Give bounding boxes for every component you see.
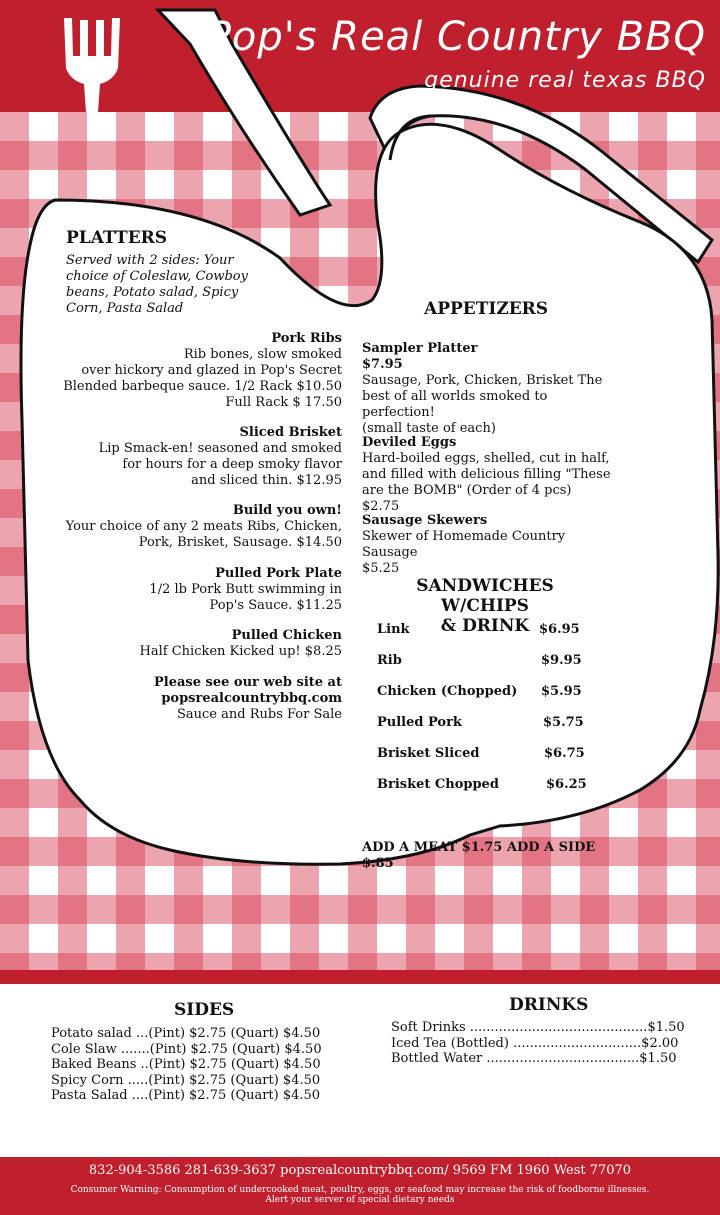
drinks-list: [391, 1020, 685, 1067]
sandwich-addons: [362, 840, 622, 872]
sides-heading: SIDES: [174, 1000, 235, 1020]
item-name: Pork Ribs: [271, 331, 342, 346]
item-line: Pop's Sauce. $11.25: [209, 598, 342, 613]
contact-line: 832-904-3586 281-639-3637 popsrealcountrybbq.com/ 9569 FM 1960 West 77070: [88, 1163, 632, 1178]
item-line: Hard-boiled eggs, shelled, cut in half,: [362, 451, 610, 466]
appetizer-sampler: [362, 341, 612, 437]
sandwich-row: [377, 653, 597, 668]
item-name: Build you own!: [232, 503, 342, 518]
website-link[interactable]: popsrealcountrybbq.com: [161, 691, 342, 706]
item-name: Sausage Skewers: [362, 513, 488, 528]
sandwiches-heading-line: & DRINK: [440, 616, 530, 636]
drink-row: Iced Tea (Bottled) ...............................$2.00: [391, 1035, 679, 1051]
item-line: and filled with delicious filling "These: [362, 467, 611, 482]
sandwich-row: [377, 746, 597, 761]
platters-intro: Served with 2 sides: Your choice of Coleslaw, Cowboy beans, Potato salad, Spicy Corn, Pasta Salad: [66, 253, 248, 316]
warning-line: Consumer Warning: Consumption of undercooked meat, poultry, eggs, or seafood may increase the risk of foodborne illnesses.: [70, 1185, 650, 1195]
platter-pulled-chicken: [60, 628, 342, 660]
sandwich-name: Brisket Sliced: [377, 746, 480, 761]
sandwich-name: Rib: [377, 653, 402, 668]
sandwich-row: [377, 622, 597, 637]
platter-sliced-brisket: [60, 425, 342, 489]
warning-line: Alert your server of special dietary needs: [265, 1195, 455, 1205]
item-name: Pulled Chicken: [231, 628, 342, 643]
item-line: Lip Smack-en! seasoned and smoked: [98, 441, 342, 456]
item-price: $7.95: [362, 357, 403, 372]
item-line: over hickory and glazed in Pop's Secret: [81, 363, 342, 378]
item-line: for hours for a deep smoky flavor: [122, 457, 342, 472]
sides-list: [51, 1026, 322, 1104]
item-line: Blended barbeque sauce. 1/2 Rack $10.50: [63, 379, 342, 394]
item-name: Sampler Platter: [362, 341, 478, 356]
drink-row: Soft Drinks ...........................................$1.50: [391, 1020, 685, 1035]
sandwich-price: $5.95: [541, 684, 582, 699]
website-note-line: Please see our web site at: [154, 675, 342, 690]
appetizers-heading: APPETIZERS: [424, 299, 549, 319]
side-row: Baked Beans ..(Pint) $2.75 (Quart) $4.50: [51, 1057, 321, 1072]
footer-banner: [0, 1157, 720, 1215]
item-name: Deviled Eggs: [362, 435, 457, 450]
sandwich-price: $6.95: [539, 622, 580, 637]
sandwich-price: $6.25: [546, 777, 587, 792]
item-line: Sausage, Pork, Chicken, Brisket The: [362, 373, 603, 388]
addon-line: $.85: [362, 856, 394, 871]
item-line: 1/2 lb Pork Butt swimming in: [149, 582, 342, 597]
sandwiches-heading-line: SANDWICHES W/CHIPS: [416, 576, 554, 616]
drinks-heading: DRINKS: [509, 995, 589, 1015]
sandwich-price: $6.75: [544, 746, 585, 761]
item-name: Sliced Brisket: [239, 425, 342, 440]
appetizer-sausage-skewers: [362, 513, 612, 577]
item-line: best of all worlds smoked to perfection!: [362, 389, 548, 420]
item-line: Full Rack $ 17.50: [225, 395, 342, 410]
item-line: are the BOMB" (Order of 4 pcs) $2.75: [362, 483, 572, 514]
sandwich-name: Link: [377, 622, 410, 637]
item-line: Your choice of any 2 meats Ribs, Chicken,: [65, 519, 342, 534]
website-note: [60, 675, 342, 723]
item-line: Skewer of Homemade Country Sausage: [362, 529, 566, 560]
addon-line: ADD A MEAT $1.75 ADD A SIDE: [362, 840, 596, 855]
sandwich-price: $5.75: [543, 715, 584, 730]
side-row: Potato salad ...(Pint) $2.75 (Quart) $4.50: [51, 1026, 321, 1041]
sandwich-price: $9.95: [541, 653, 582, 668]
item-line: Pork, Brisket, Sausage. $14.50: [138, 535, 342, 550]
item-line: (small taste of each): [362, 421, 496, 436]
consumer-warning: [0, 1185, 720, 1205]
appetizer-deviled-eggs: [362, 435, 612, 515]
side-row: Cole Slaw .......(Pint) $2.75 (Quart) $4.50: [51, 1041, 322, 1057]
sandwich-name: Pulled Pork: [377, 715, 462, 730]
sandwich-name: Brisket Chopped: [377, 777, 499, 792]
item-line: Half Chicken Kicked up! $8.25: [139, 644, 342, 659]
platter-pulled-pork: [60, 566, 342, 614]
platters-heading: PLATTERS: [66, 228, 168, 248]
item-line: and sliced thin. $12.95: [191, 473, 342, 488]
sandwich-row: [377, 777, 597, 792]
red-divider: [0, 970, 720, 984]
platter-pork-ribs: [60, 331, 342, 411]
item-line: $5.25: [362, 561, 400, 576]
drink-row: Bottled Water .....................................$1.50: [391, 1051, 677, 1066]
side-row: Pasta Salad ....(Pint) $2.75 (Quart) $4.50: [51, 1088, 321, 1103]
sandwich-row: [377, 684, 597, 699]
sauce-note: Sauce and Rubs For Sale: [177, 707, 342, 722]
restaurant-title: Pop's Real Country BBQ: [206, 14, 706, 60]
platter-build-your-own: [60, 503, 342, 551]
sandwich-name: Chicken (Chopped): [377, 684, 518, 699]
side-row: Spicy Corn .....(Pint) $2.75 (Quart) $4.50: [51, 1072, 321, 1088]
item-name: Pulled Pork Plate: [215, 566, 342, 581]
sandwich-row: [377, 715, 597, 730]
item-line: Rib bones, slow smoked: [183, 347, 342, 362]
restaurant-tagline: genuine real texas BBQ: [424, 68, 706, 93]
